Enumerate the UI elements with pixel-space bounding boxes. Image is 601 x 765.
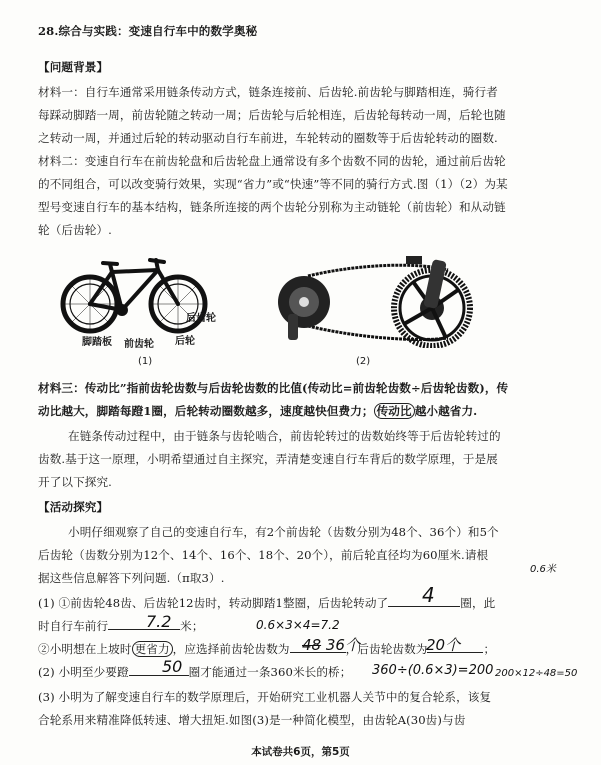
section-activity-heading: 【活动探究】 <box>38 500 109 514</box>
q3-text-a: (2) 小明至少要蹬 <box>38 665 129 679</box>
crank-gear <box>116 304 128 316</box>
derailleur <box>288 314 298 340</box>
material2-line2: 的不同组合，可以改变骑行效果，实现“省力”或“快速”等不同的骑行方式.图（1）（2）为某 <box>38 177 508 191</box>
q2-text-c: ，应选择前齿轮齿数为 <box>172 642 290 656</box>
handwritten-calc-360: 360÷(0.6×3)=200 <box>372 663 494 678</box>
handwritten-answer-4: 4 <box>422 583 435 607</box>
handwritten-calc-200: 200×12÷48=50 <box>495 668 578 679</box>
q1-text-d: 米； <box>180 619 204 633</box>
material2-line1: 材料二：变速自行车在前齿轮盘和后齿轮盘上通常设有多个齿数不同的齿轮，通过前后齿轮 <box>38 154 506 168</box>
material2-line3: 型号变速自行车的基本结构，链条所连接的两个齿轮分别称为主动链轮（前齿轮）和从动链 <box>38 200 506 214</box>
material1-line1: 材料一：自行车通常采用链条传动方式，链条连接前、后齿轮.前齿轮与脚踏相连，骑行者 <box>38 85 498 99</box>
handwritten-calc-distance: 0.6×3×4=7.2 <box>256 618 340 632</box>
label-rear-gear: 后齿轮 <box>186 313 216 324</box>
q2-text-e: ； <box>483 642 496 656</box>
paragraph-line3: 开了以下探究. <box>38 475 112 489</box>
material3-line1: 材料三：传动比”指前齿轮齿数与后齿轮齿数的比值(传动比=前齿轮齿数÷后齿轮齿数)，传 <box>38 381 509 395</box>
front-gear-36: 36个 <box>325 636 360 654</box>
figure2-caption: (2) <box>356 356 371 367</box>
q4-line1: (3) 小明为了解变速自行车的数学原理后，开始研究工业机器人关节中的复合轮系，该复 <box>38 690 492 704</box>
material3-line2-a: 动比越大，脚踏每蹬1圈，后轮转动圈数越多，速度越快但费力； <box>38 404 374 418</box>
paragraph-line2: 齿数.基于这一原理，小明希望通过自主探究，弄清楚变速自行车背后的数学原理，于是展 <box>38 452 498 466</box>
handwritten-front-gear-answer <box>302 634 360 655</box>
material3-line2 <box>38 404 477 418</box>
page-footer: 本试卷共6页，第5页 <box>251 746 350 758</box>
label-front-gear: 前齿轮 <box>124 339 154 350</box>
material1-line3: 之转动一周，并通过后轮的转动驱动自行车前进，车轮转动的圈数等于后齿轮转动的圈数. <box>38 131 498 145</box>
q2-text-d: ，后齿轮齿数为 <box>345 642 428 656</box>
activity-line2: 后齿轮（齿数分别为12个、14个、16个、18个、20个），前后轮直径均为60厘米.请根 <box>38 548 489 562</box>
handwritten-answer-50: 50 <box>162 657 183 676</box>
gearset-figure <box>268 256 478 348</box>
label-rear-wheel: 后轮 <box>175 336 195 347</box>
handwritten-answer-72: 7.2 <box>146 612 172 631</box>
material1-line2: 每踩动脚踏一周，前齿轮随之转动一周；后齿轮与后轮相连，后齿轮每转动一周，后轮也随 <box>38 108 506 122</box>
activity-line1: 小明仔细观察了自己的变速自行车，有2个前齿轮（齿数分别为48个、36个）和5个 <box>68 525 499 539</box>
q3-line <box>38 665 351 679</box>
circled-transmission-ratio: 传动比 <box>374 403 415 419</box>
crossed-out-48: 48 <box>302 636 322 654</box>
q1-text-c: 时自行车前行 <box>38 619 109 633</box>
bicycle-figure <box>60 256 210 338</box>
q3-text-b: 圈才能通过一条360米长的桥； <box>188 665 352 679</box>
figure1-caption: (1) <box>138 356 153 367</box>
circled-more-effort-saving: 更省力 <box>132 641 173 657</box>
rear-cassette <box>278 276 330 328</box>
material2-line4: 轮（后齿轮）. <box>38 223 112 237</box>
q1-text-a: (1) ①前齿轮48齿、后齿轮12齿时，转动脚踏1整圈，后齿轮转动了 <box>38 596 389 610</box>
q1-text-b: 圈，此 <box>460 596 496 610</box>
question-title: 28.综合与实践：变速自行车中的数学奥秘 <box>38 24 258 38</box>
q4-line2: 合轮系用来精准降低转速、增大扭矩.如图(3)是一种简化模型，由齿轮A(30齿)与齿 <box>38 713 466 727</box>
handwritten-rear-gear-answer: 20个 <box>426 636 461 654</box>
paragraph-line1: 在链条传动过程中，由于链条与齿轮啮合，前齿轮转过的齿数始终等于后齿轮转过的 <box>68 429 501 443</box>
activity-line3: 据这些信息解答下列问题.（π取3）. <box>38 571 225 585</box>
q1-line2 <box>38 619 204 633</box>
section-background-heading: 【问题背景】 <box>38 60 109 74</box>
bike-frame <box>90 260 178 310</box>
label-pedal: 脚踏板 <box>82 337 112 348</box>
material3-line2-c: 越小越省力. <box>414 404 478 418</box>
handwritten-note-diameter: 0.6米 <box>530 564 556 575</box>
q2-text-a: ②小明想在上坡时 <box>38 642 132 656</box>
